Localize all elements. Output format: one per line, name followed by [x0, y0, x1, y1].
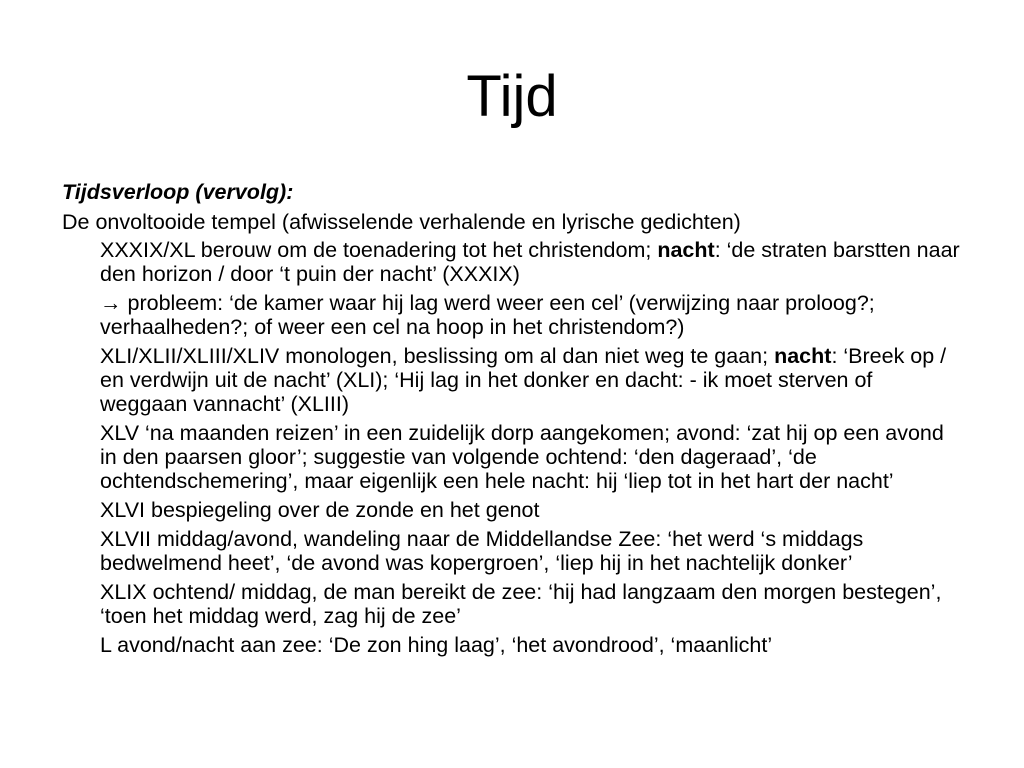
entry-xlvii: XLVII middag/avond, wandeling naar de Middellandse Zee: ‘het werd ‘s middags bedwelmend heet’, ‘de avond was kopergroen’, ‘liep hij in het nachtelijk donker’ — [100, 527, 864, 575]
slide-title: Tijd — [466, 64, 558, 129]
entry-text: XXXIX/XL berouw om de toenadering tot het christendom; — [100, 238, 658, 262]
entry-text: : ‘de straten barstten naar den horizon / door ‘t puin der nacht’ (XXXIX) — [100, 238, 960, 286]
entry-text: : ‘Breek op / en verdwijn uit de nacht’ (XLI); ‘Hij lag in het donker en dacht: - ik moet sterven of weggaan vannacht’ (XLIII) — [100, 344, 947, 416]
entry-xlix: XLIX ochtend/ middag, de man bereikt de zee: ‘hij had langzaam den morgen bestegen’, ‘toen het middag werd, zag hij de zee’ — [100, 580, 942, 628]
entry-bold-keyword: nacht — [657, 238, 715, 262]
entry-text: XLI/XLII/XLIII/XLIV monologen, beslissing om al dan niet weg te gaan; — [100, 344, 775, 368]
entry-l: L avond/nacht aan zee: ‘De zon hing laag’, ‘het avondrood’, ‘maanlicht’ — [100, 633, 773, 657]
entry-text: probleem: ‘de kamer waar hij lag werd weer een cel’ (verwijzing naar proloog?; verhaalheden?; of weer een cel na hoop in het christendom?) — [100, 291, 875, 339]
entry-probleem — [100, 291, 962, 339]
entry-bold-keyword: nacht — [774, 344, 832, 368]
slide-content — [62, 180, 962, 662]
section-subheading: Tijdsverloop (vervolg): — [62, 180, 294, 204]
section-lead-line: De onvoltooide tempel (afwisselende verhalende en lyrische gedichten) — [62, 210, 741, 234]
entry-xlv: XLV ‘na maanden reizen’ in een zuidelijk dorp aangekomen; avond: ‘zat hij op een avond in den paarsen gloor’; suggestie van volgende ochtend: ‘den dageraad’, ‘de ochtendschemering’, maar eigenlijk een hele nacht: hij ‘liep tot in het hart der nacht’ — [100, 421, 944, 493]
entry-xlvi: XLVI bespiegeling over de zonde en het genot — [100, 498, 540, 522]
right-arrow-icon: → — [100, 291, 122, 315]
entry-xli-xliv — [100, 344, 962, 416]
entry-xxxix-xl — [100, 238, 962, 286]
